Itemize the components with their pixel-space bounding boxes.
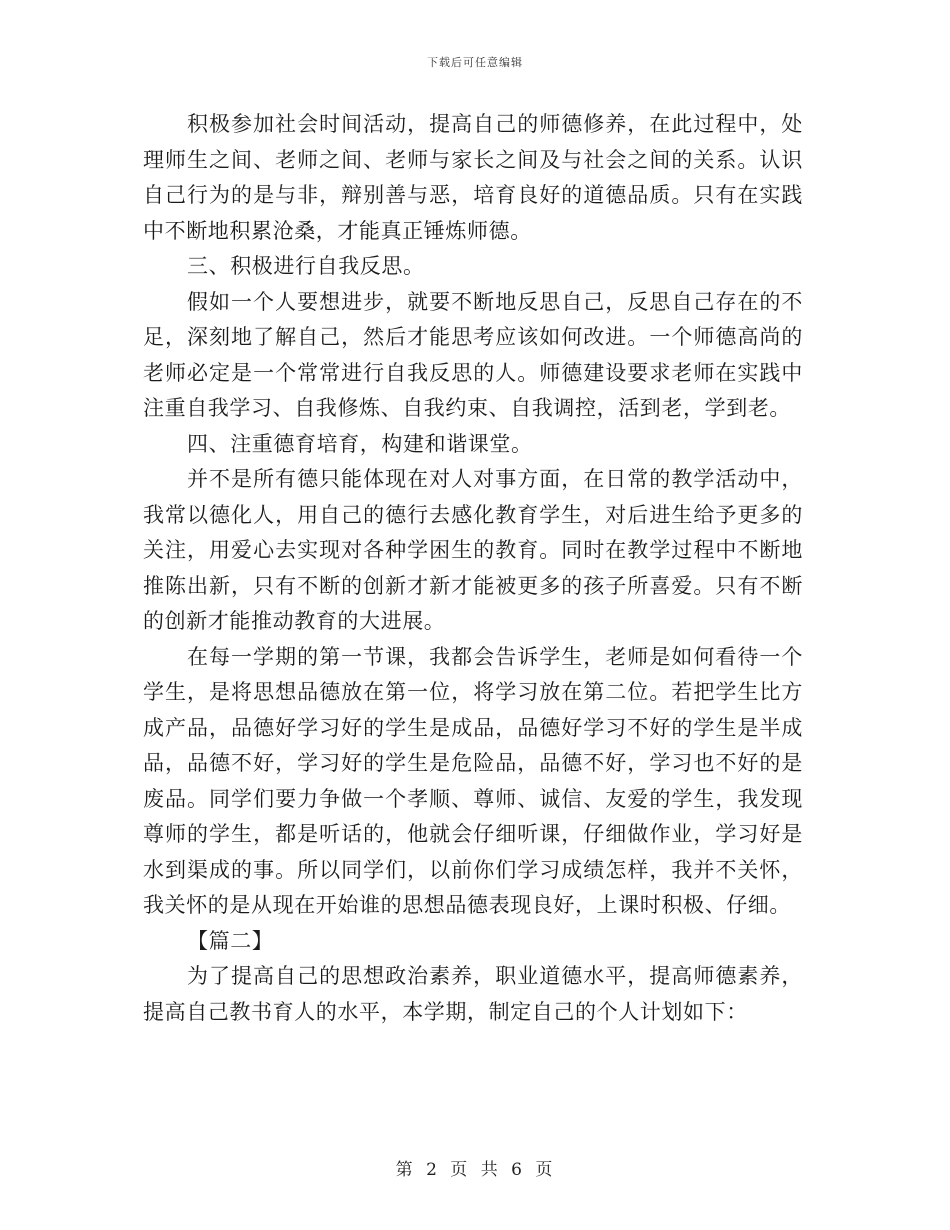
paragraph-moral-education: 并不是所有德只能体现在对人对事方面，在日常的教学活动中，我常以德化人，用自己的德行去感化教育学生，对后进生给予更多的关注，用爱心去实现对各种学困生的教育。同时在教学过程中不断地推陈出新，只有不断的创新才新才能被更多的孩子所喜爱。只有不断的创新才能推动教育的大进展。 xyxy=(143,467,803,633)
heading-self-reflection: 三、积极进行自我反思。 xyxy=(187,254,425,278)
paragraph-first-lesson: 在每一学期的第一节课，我都会告诉学生，老师是如何看待一个学生，是将思想品德放在第一位，将学习放在第二位。若把学生比方成产品，品德好学习好的学生是成品，品德好学习不好的学生是半成品，品德不好，学习好的学生是危险品，品德不好，学习也不好的是废品。同学们要力争做一个孝顺、尊师、诚信、友爱的学生，我发现尊师的学生，都是听话的，他就会仔细听课，仔细做作业，学习好是水到渠成的事。所以同学们，以前你们学习成绩怎样，我并不关怀，我关怀的是从现在开始谁的思想品德表现良好，上课时积极、仔细。 xyxy=(143,644,803,917)
document-body xyxy=(143,107,803,1030)
page-header-note: 下载后可任意编辑 xyxy=(427,56,523,69)
page-number: 第 2 页 共 6 页 xyxy=(395,1160,555,1180)
heading-moral-education: 四、注重德育培育，构建和谐课堂。 xyxy=(187,431,533,456)
section-title-part-two: 【篇二】 xyxy=(187,928,274,953)
paragraph-plan-intro: 为了提高自己的思想政治素养，职业道德水平，提高师德素养，提高自己教书育人的水平，本学期，制定自己的个人计划如下： xyxy=(143,964,803,1024)
paragraph-reflection: 假如一个人要想进步，就要不断地反思自己，反思自己存在的不足，深刻地了解自己，然后才能思考应该如何改进。一个师德高尚的老师必定是一个常常进行自我反思的人。师德建设要求老师在实践中注重自我学习、自我修炼、自我约束、自我调控，活到老，学到老。 xyxy=(143,289,803,420)
paragraph-practice: 积极参加社会时间活动，提高自己的师德修养，在此过程中，处理师生之间、老师之间、老师与家长之间及与社会之间的关系。认识自己行为的是与非，辩别善与恶，培育良好的道德品质。只有在实践中不断地积累沧桑，才能真正锤炼师德。 xyxy=(143,112,803,243)
